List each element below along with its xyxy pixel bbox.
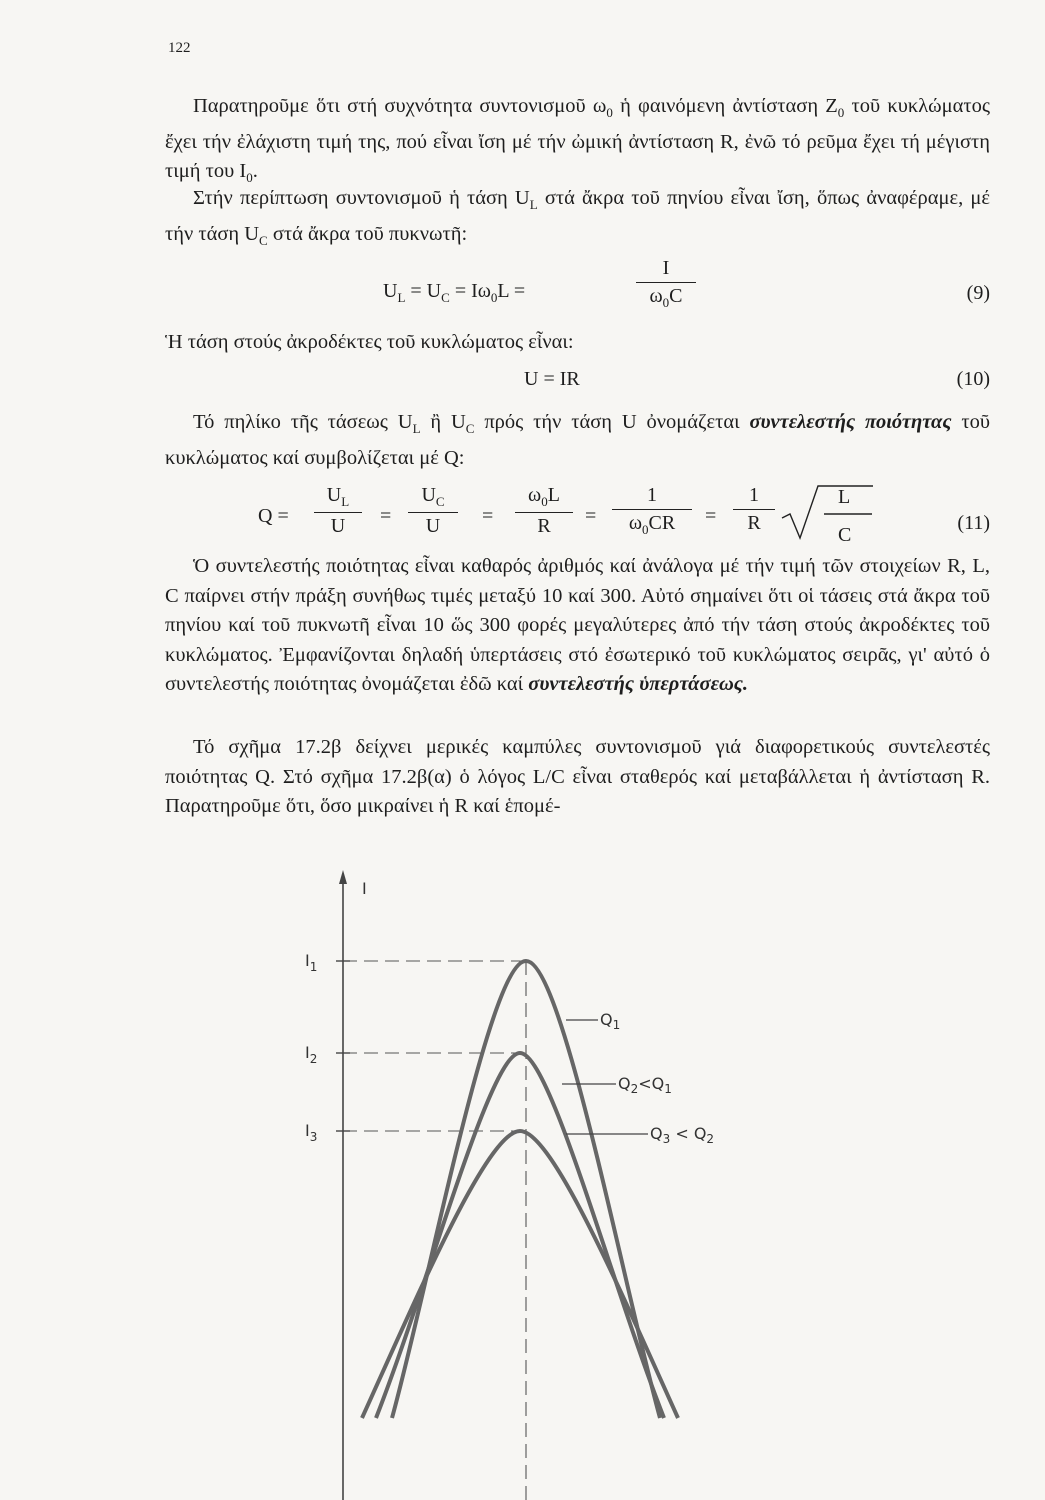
paragraph-resonance-intro: Παρατηροῦμε ὅτι στή συχνότητα συντονισμοῦ $\omega_0$ ἡ φαινόμενη ἀντίσταση $Z_0$ τοῦ κυκλώματος ἔχει τήν ἐλάχιστη τιμή της, πού εἶναι ἴση μέ τήν ὠμική ἀντίσταση R, ἐνῶ τό ρεῦμα ἔχει τή μέγιστη τιμή του $I_0$. [165,95,990,186]
paragraph-overvoltage: Ὁ συντελεστής ποιότητας εἶναι καθαρός ἀριθμός καί ἀνάλογα μέ τήν τιμή τῶν στοιχείων R, L, C παίρνει στήν πράξη συνήθως τιμές μεταξύ 10 καί 300. Αὐτό σημαίνει ὅτι οἱ τάσεις στά ἄκρα τοῦ πηνίου καί τοῦ πυκνωτῆ εἶναι 10 ὥς 300 φορές μεγαλύτερες ἀπό τήν τάση στούς ἀκροδέκτες τοῦ κυκλώματος. Ἐμφανίζονται δηλαδή ὑπερτάσεις στό ἐσωτερικό τοῦ κυκλώματος σειρᾶς, γι' αὐτό ὁ συντελεστής ποιότητας ὀνομάζεται ἐδῶ καί συντελεστής ὑπερτάσεως. [165,555,990,695]
equation-10-number: (10) [956,368,990,390]
equation-11-number: (11) [957,512,990,534]
equation-9: $U_L = U_C = I\omega_0L$ = [383,280,526,305]
page-number: 122 [168,40,191,56]
eq11-frac-ul: $U_L$ U [314,484,362,538]
resonance-curves-figure [0,860,1045,1500]
q1-label: $Q_1$ [600,1010,621,1032]
eq11-frac-1-r: 1 R [733,484,775,535]
paragraph-quality-factor: Τό πηλίκο τῆς τάσεως $U_L$ ἢ $U_C$ πρός τήν τάση U ὀνομάζεται συντελεστής ποιότητας τοῦ κυκλώματος καί συμβολίζεται μέ Q: [165,411,990,469]
y-axis-label: I [362,879,367,898]
i3-label: $I_3$ [305,1121,318,1144]
i2-label: $I_2$ [305,1043,318,1066]
equation-9-fraction: I $\omega_0C$ [636,257,696,311]
y-axis-arrow-icon [339,870,347,884]
paragraph-voltages: Στήν περίπτωση συντονισμοῦ ἡ τάση $U_L$ στά ἄκρα τοῦ πηνίου εἶναι ἴση, ὅπως ἀναφέραμε, μέ τήν τάση $U_C$ στά ἄκρα τοῦ πυκνωτῆ: [165,187,990,248]
eq11-frac-w0l: $\omega_0L$ R [515,484,573,538]
equation-9-number: (9) [966,282,990,304]
i1-label: $I_1$ [305,951,318,974]
curve-q2 [376,1053,664,1418]
q3-label: $Q_3 < Q_2$ [650,1124,715,1146]
paragraph-terminal-voltage: Ἡ τάση στούς ἀκροδέκτες τοῦ κυκλώματος εἶναι: [165,331,574,353]
curve-q3 [362,1131,678,1418]
paragraph-figure-reference: Τό σχῆμα 17.2β δείχνει μερικές καμπύλες συντονισμοῦ γιά διαφορετικούς συντελεστές ποιότητας Q. Στό σχῆμα 17.2β(α) ὁ λόγος L/C εἶναι σταθερός καί μεταβάλλεται ἡ ἀντίσταση R. Παρατηροῦμε ὅτι, ὅσο μικραίνει ἡ R καί ἑπομέ- [165,736,990,817]
eq11-frac-1-w0cr: 1 $\omega_0CR$ [612,484,692,538]
equation-10: U = IR [524,368,580,390]
sqrt-icon [778,480,878,550]
eq11-frac-uc: $U_C$ U [408,484,458,538]
q2-label: $Q_2<Q_1$ [618,1074,672,1096]
